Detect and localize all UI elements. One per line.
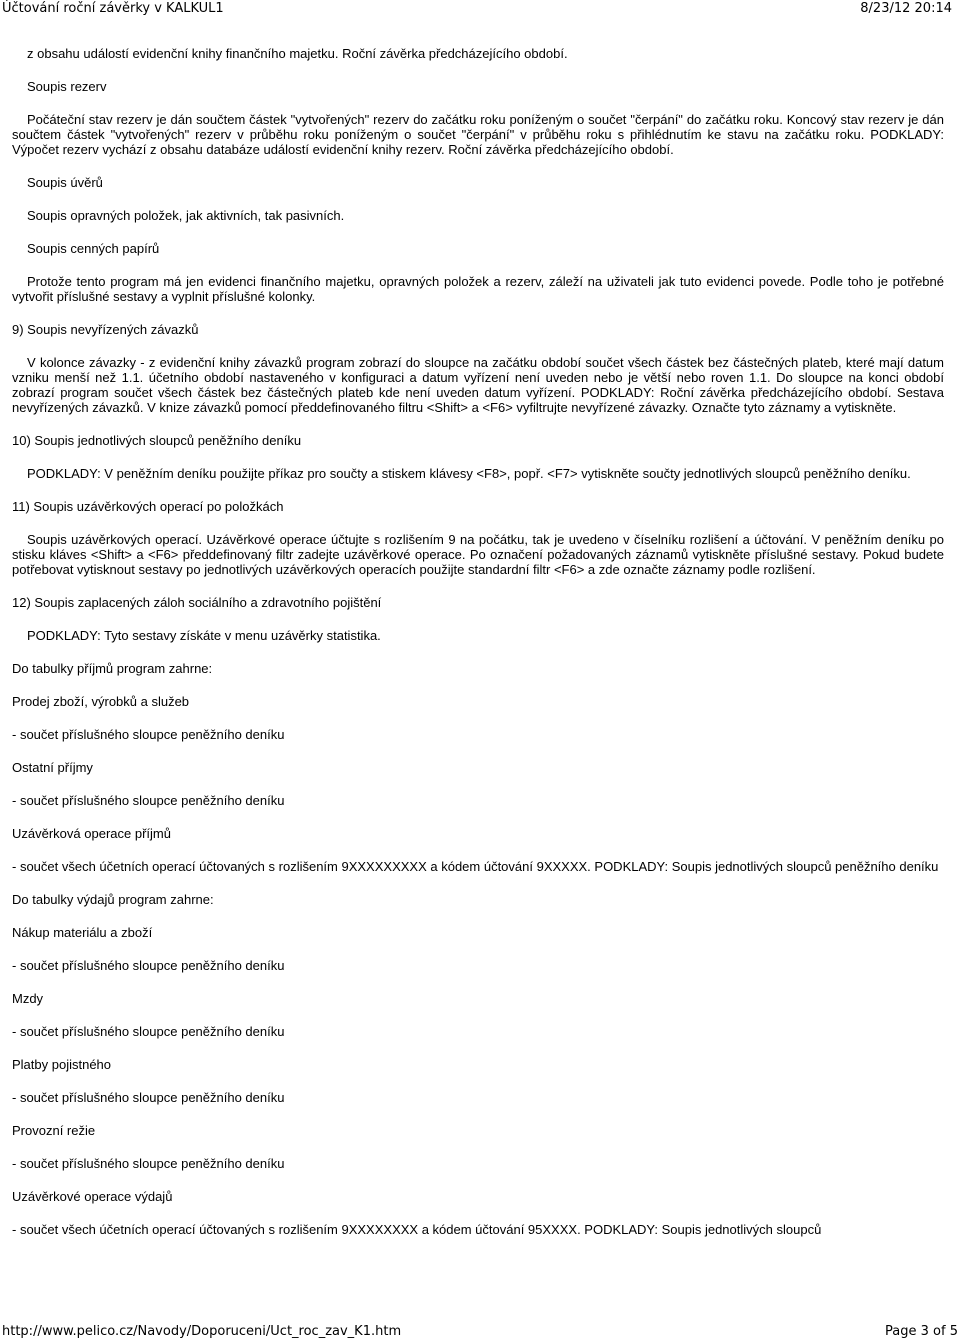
- paragraph: Protože tento program má jen evidenci finančního majetku, opravných položek a rezerv, záleží na uživateli jak tuto evidenci povede. Podle toho je potřebné vytvořit příslušné sestavy a vyplnit příslušné kolonky.: [12, 274, 944, 304]
- paragraph: Platby pojistného: [12, 1057, 112, 1072]
- paragraph: 12) Soupis zaplacených záloh sociálního a zdravotního pojištění: [12, 595, 382, 610]
- paragraph: Soupis cenných papírů: [27, 241, 160, 256]
- paragraph: 11) Soupis uzávěrkových operací po položkách: [12, 499, 284, 514]
- paragraph: Soupis úvěrů: [27, 175, 103, 190]
- paragraph: Soupis rezerv: [27, 79, 107, 94]
- paragraph: z obsahu událostí evidenční knihy finančního majetku. Roční závěrka předcházejícího období.: [27, 46, 568, 61]
- paragraph: Soupis opravných položek, jak aktivních, tak pasivních.: [27, 208, 345, 223]
- paragraph: - součet příslušného sloupce peněžního deníku: [12, 727, 285, 742]
- paragraph: PODKLADY: V peněžním deníku použijte příkaz pro součty a stiskem klávesy <F8>, popř. <F7> vytiskněte součty jednotlivých sloupců peněžního deníku.: [27, 466, 911, 481]
- page-number: Page 3 of 5: [885, 1324, 958, 1339]
- paragraph: Uzávěrkové operace výdajů: [12, 1189, 173, 1204]
- source-url: http://www.pelico.cz/Navody/Doporuceni/Uct_roc_zav_K1.htm: [2, 1324, 402, 1339]
- paragraph: Do tabulky příjmů program zahrne:: [12, 661, 213, 676]
- paragraph: - součet všech účetních operací účtovaných s rozlišením 9XXXXXXXX a kódem účtování 95XXXX. PODKLADY: Soupis jednotlivých sloupců: [12, 1222, 822, 1237]
- paragraph: PODKLADY: Tyto sestavy získáte v menu uzávěrky statistika.: [27, 628, 381, 643]
- print-header: [0, 0, 960, 20]
- paragraph: 9) Soupis nevyřízených závazků: [12, 322, 199, 337]
- paragraph: V kolonce závazky - z evidenční knihy závazků program zobrazí do sloupce na začátku období součet všech částek bez částečných plateb, které mají datum vzniku menší než 1.1. účetního období nastaveného v konfiguraci a datum vyřízení není uveden nebo je větší nebo roven 1.1. Do sloupce na konci období zobrazí program součet všech částek bez částečných plateb kde není uveden datum vyřízení. PODKLADY: Roční závěrka předcházejícího období. Sestava nevyřízených závazků. V knize závazků pomocí předdefinovaného filtru <Shift> a <F6> vyfiltrujte nevyřízené závazky. Označte tyto záznamy a vytiskněte.: [12, 355, 944, 415]
- paragraph: Uzávěrková operace příjmů: [12, 826, 171, 841]
- paragraph: Nákup materiálu a zboží: [12, 925, 153, 940]
- paragraph: Ostatní příjmy: [12, 760, 93, 775]
- paragraph: - součet příslušného sloupce peněžního deníku: [12, 1156, 285, 1171]
- paragraph: Do tabulky výdajů program zahrne:: [12, 892, 214, 907]
- paragraph: - součet příslušného sloupce peněžního deníku: [12, 958, 285, 973]
- paragraph: - součet příslušného sloupce peněžního deníku: [12, 1024, 285, 1039]
- paragraph: Mzdy: [12, 991, 44, 1006]
- paragraph: Soupis uzávěrkových operací. Uzávěrkové operace účtujte s rozlišením 9 na počátku, tak je uvedeno v číselníku rozlišení a účtování. V peněžním deníku po stisku kláves <Shift> a <F6> předdefinovaný filtr zadejte uzávěrkové operace. Po označení požadovaných záznamů vytiskněte příslušné sestavy. Pokud budete potřebovat vytisknout sestavy po jednotlivých uzávěrkových operacích použijte standardní filtr <F6> a zde označte záznamy podle rozlišení.: [12, 532, 944, 577]
- document-title: Účtování roční závěrky v KALKUL1: [2, 1, 224, 16]
- paragraph: - součet příslušného sloupce peněžního deníku: [12, 1090, 285, 1105]
- paragraph: Prodej zboží, výrobků a služeb: [12, 694, 190, 709]
- document-body: [12, 46, 944, 1255]
- paragraph: 10) Soupis jednotlivých sloupců peněžního deníku: [12, 433, 302, 448]
- print-datetime: 8/23/12 20:14: [860, 1, 952, 16]
- paragraph: - součet všech účetních operací účtovaných s rozlišením 9XXXXXXXXX a kódem účtování 9XXXXX. PODKLADY: Soupis jednotlivých sloupců peněžního deníku: [12, 859, 939, 874]
- paragraph: - součet příslušného sloupce peněžního deníku: [12, 793, 285, 808]
- print-footer: [0, 1323, 960, 1341]
- paragraph: Počáteční stav rezerv je dán součtem částek "vytvořených" rezerv do začátku roku poníženým o součet "čerpání" do začátku roku. Koncový stav rezerv je dán součtem částek "vytvořených" rezerv v průběhu roku poníženým o součet "čerpání" v průběhu roku s přihlédnutím ke stavu na začátku roku. PODKLADY: Výpočet rezerv vychází z obsahu databáze událostí evidenční knihy rezerv. Roční závěrka předcházejícího období.: [12, 112, 944, 157]
- paragraph: Provozní režie: [12, 1123, 96, 1138]
